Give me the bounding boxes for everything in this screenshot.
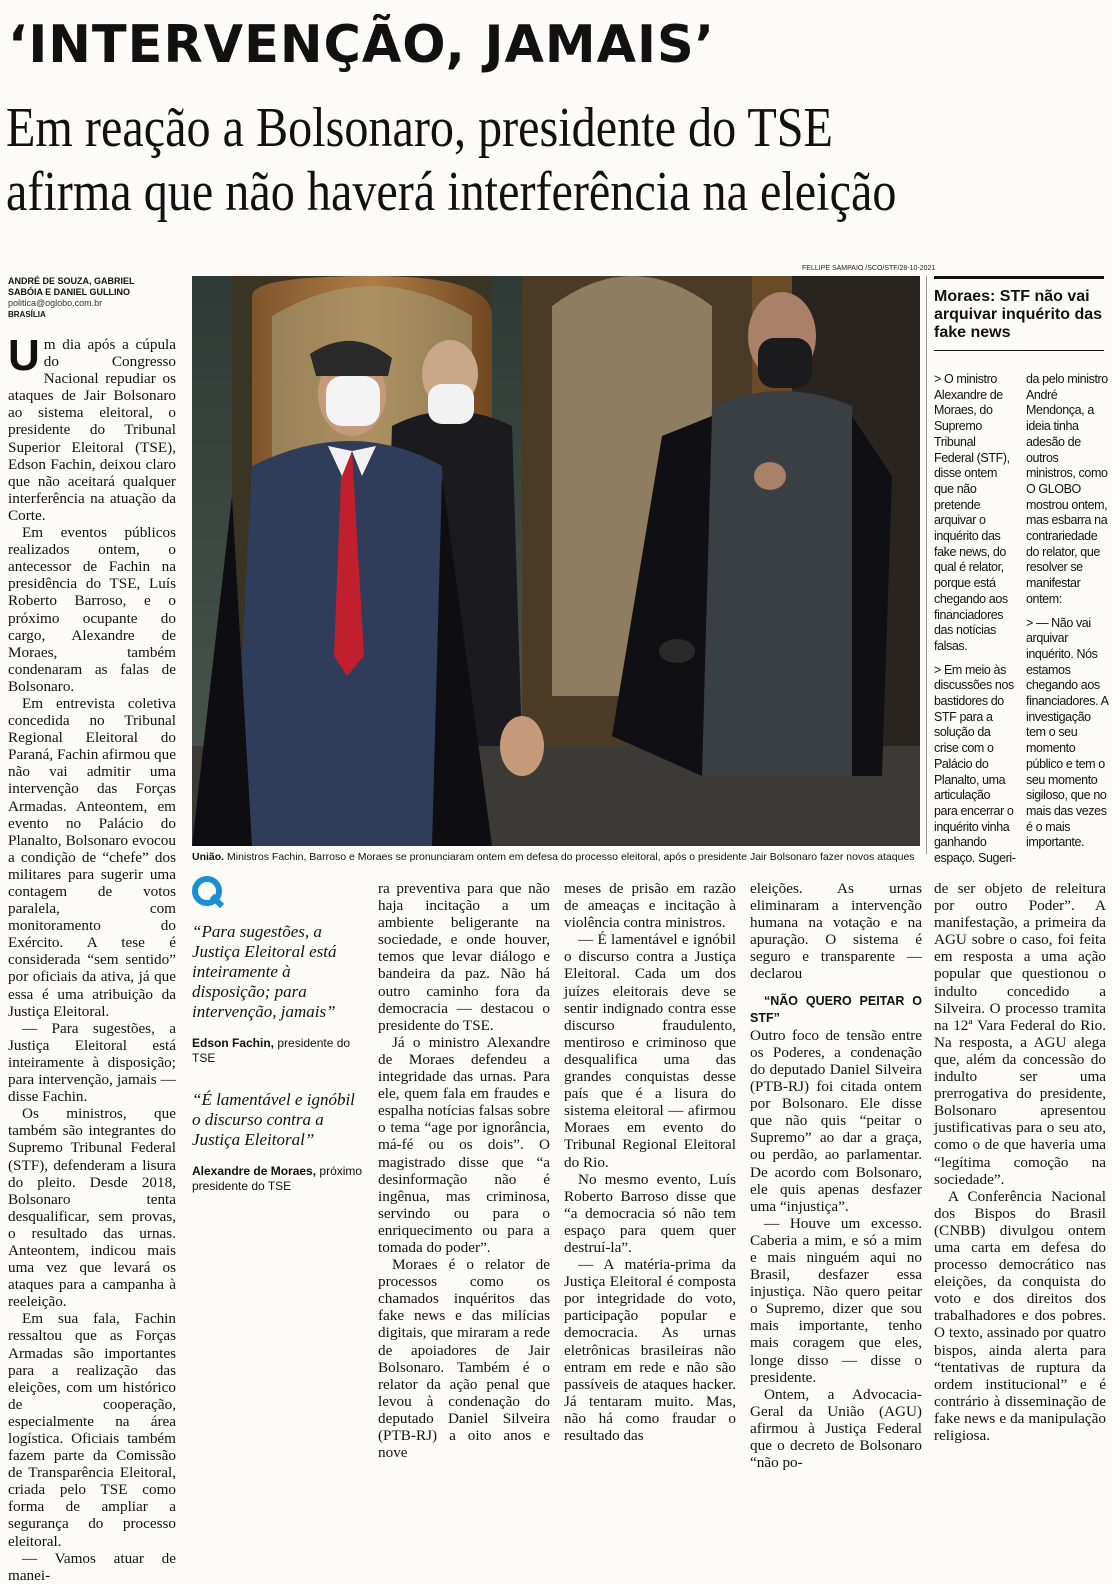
sidebar-column-1 bbox=[934, 372, 1016, 875]
quote-role: presidente do TSE bbox=[192, 1036, 351, 1065]
subheadline-line-1: Em reação a Bolsonaro, presidente do TSE bbox=[6, 97, 833, 159]
quote-role: próximo presidente do TSE bbox=[192, 1164, 363, 1193]
byline-email[interactable]: politica@oglobo.com.br bbox=[8, 298, 103, 308]
caption-label: União. bbox=[192, 851, 225, 863]
inline-subhead: “NÃO QUERO PEITAR O STF” bbox=[750, 993, 922, 1025]
article-paragraph: — A matéria-prima da Justiça Eleitoral é composta por integridade do voto, participação popular e democracia. As urnas eletrônicas brasileiras não entram em rede e não são passíveis de ataques hacker. Já tentaram muito. Mas, não há como fraudar o resultado das bbox=[564, 1256, 736, 1444]
article-paragraph: ra preventiva para que não haja incitação a um ambiente beligerante na sociedade, e onde houver, temos que levar diálogo e bandeira da paz. Não há outro caminho fora da democracia — destacou o presidente do TSE. bbox=[378, 880, 550, 1034]
quote-author: Alexandre de Moraes, bbox=[192, 1164, 317, 1178]
pull-quote-1: “Para sugestões, a Justiça Eleitoral está inteiramente à disposição; para intervenção, jamais” bbox=[192, 922, 337, 1021]
article-paragraph: Outro foco de tensão entre os Poderes, a condenação do deputado Daniel Silveira (PTB-RJ) foi citada ontem por Bolsonaro. Ele disse que não quis “peitar o Supremo” ao dar a graça, ou perdão, ao parlamentar. De acordo com Bolsonaro, ele quis apenas desfazer uma “injustiça”. bbox=[750, 1026, 922, 1215]
article-paragraph: eleições. As urnas eliminaram a intervenção humana na votação e na apuração. O sistema é seguro e transparente — declarou bbox=[750, 880, 922, 983]
byline-authors-1: ANDRÉ DE SOUZA, GABRIEL bbox=[8, 276, 135, 286]
byline bbox=[8, 276, 188, 320]
article-lede bbox=[8, 331, 176, 524]
sidebar-title: Moraes: STF não vai arquivar inquérito das fake news bbox=[934, 288, 1103, 341]
article-paragraph: Em sua fala, Fachin ressaltou que as Forças Armadas são importantes para a realização das eleições, com um histórico de cooperação, especialmente na área logística. Oficiais também fazem parte da Comissão de Transparência Eleitoral, criada pelo TSE como forma de ampliar a segurança do processo eleitoral. bbox=[8, 1310, 176, 1550]
photo-illustration bbox=[192, 276, 920, 846]
subheadline bbox=[6, 96, 952, 224]
sidebar-column-2 bbox=[1026, 372, 1108, 859]
article-paragraph: Moraes é o relator de processos como os chamados inquéritos das fake news e das milícias digitais, que miraram a rede de apoiadores de Jair Bolsonaro. Também é o relator da ação penal que levou à condenação do deputado Daniel Silveira (PTB-RJ) a oito anos e nove bbox=[378, 1256, 550, 1462]
article-paragraph: — Para sugestões, a Justiça Eleitoral está inteiramente à disposição; para intervenção, jamais — disse Fachin. bbox=[8, 1019, 176, 1106]
byline-authors-2: SABÓIA E DANIEL GULLINO bbox=[8, 287, 131, 297]
pull-quote-2-attribution bbox=[192, 1164, 366, 1194]
article-paragraph: — É lamentável e ignóbil o discurso contra a Justiça Eleitoral. Cada um dos juízes eleitorais deve se sentir indignado contra esse discurso fraudulento, mentiroso e criminoso que desqualifica uma das grandes conquistas desse país que é a lisura do sistema eleitoral — afirmou Moraes em evento do Tribunal Regional Eleitoral do Rio. bbox=[564, 931, 736, 1171]
article-paragraph: Já o ministro Alexandre de Moraes defendeu a integridade das urnas. Para ele, quem fala em fraudes e espalha notícias falsas sobre o tema “age por ignorância, má-fé ou os dois”. O magistrado disse que “a desinformação não é ingênua, mas criminosa, servindo ou para o enriquecimento ou para a tomada do poder”. bbox=[378, 1033, 550, 1256]
byline-city: BRASÍLIA bbox=[8, 310, 46, 319]
sidebar-paragraph: > O ministro Alexandre de Moraes, do Supremo Tribunal Federal (STF), disse ontem que não pretende arquivar o inquérito das fake news, do qual é relator, porque está chegando aos financiadores das notícias falsas. bbox=[934, 372, 1010, 653]
kicker-headline: ‘INTERVENÇÃO, JAMAIS’ bbox=[8, 15, 715, 75]
drop-cap: U bbox=[8, 331, 40, 380]
sidebar-paragraph: da pelo ministro André Mendonça, a ideia tinha adesão de outros ministros, como O GLOBO mostrou ontem, mas esbarra na contrariedade do relator, que resolver se manifestar ontem: bbox=[1026, 372, 1108, 606]
quote-q-icon bbox=[192, 876, 224, 908]
sidebar-paragraph: > Em meio às discussões nos bastidores do STF para a solução da crise com o Palácio do Planalto, uma articulação para encerrar o inquérito vinha ganhando espaço. Sugeri- bbox=[934, 662, 1016, 866]
pull-quote-box bbox=[192, 876, 366, 1194]
sidebar-rule-mid bbox=[934, 350, 1104, 351]
caption-text: Ministros Fachin, Barroso e Moraes se pronunciaram ontem em defesa do processo eleitoral, após o presidente Jair Bolsonaro fazer novos ataques bbox=[224, 851, 915, 863]
sidebar-paragraph: > — Não vai arquivar inquérito. Nós estamos chegando aos financiadores. A investigação tem o seu momento público e tem o seu momento sigiloso, que no mais das vezes é o mais importante. bbox=[1026, 615, 1108, 850]
article-column-3 bbox=[564, 880, 736, 1444]
article-paragraph: No mesmo evento, Luís Roberto Barroso disse que “a democracia só não tem espaço para quem quer destruí-la”. bbox=[564, 1170, 736, 1256]
article-paragraph: — Houve um excesso. Caberia a mim, e só a mim e mais ninguém aqui no Brasil, desfazer essa injustiça. Não quero peitar o Supremo, dizer que sou mais importante, tenho mais coragem que eles, longe disso — disse o presidente. bbox=[750, 1214, 922, 1386]
sidebar-rule-left bbox=[926, 276, 927, 854]
pull-quote-2: “É lamentável e ignóbil o discurso contra a Justiça Eleitoral” bbox=[192, 1090, 355, 1149]
photo-caption bbox=[192, 850, 920, 864]
article-paragraph: Ontem, a Advocacia-Geral da União (AGU) afirmou à Justiça Federal que o decreto de Bolsonaro “não po- bbox=[750, 1385, 922, 1472]
article-column-1 bbox=[8, 331, 176, 1584]
sidebar-rule-top bbox=[934, 276, 1104, 279]
article-column-4 bbox=[750, 880, 922, 1471]
article-paragraph: — Vamos atuar de manei- bbox=[8, 1549, 176, 1584]
article-column-5 bbox=[934, 880, 1106, 1444]
photo-credit: FELLIPE SAMPAIO /SCO/STF/28-10-2021 bbox=[802, 265, 936, 272]
article-paragraph: meses de prisão em razão de ameaças e incitação à violência contra ministros. bbox=[564, 880, 736, 932]
news-photo bbox=[192, 276, 920, 846]
subheadline-line-2: afirma que não haverá interferência na eleição bbox=[6, 161, 897, 223]
article-column-2 bbox=[378, 880, 550, 1461]
quote-author: Edson Fachin, bbox=[192, 1036, 275, 1050]
article-paragraph: de ser objeto de releitura por outro Poder”. A manifestação, a primeira da AGU sobre o caso, foi feita em resposta a uma ação popular que questionou o indulto concedido a Silveira. O processo tramita na 12ª Vara Federal do Rio. Na resposta, a AGU alega que, além da concessão do indulto ser uma prerrogativa do presidente, Bolsonaro apresentou justificativas para o seu ato, como o de que haveria uma “legítima comoção na sociedade”. bbox=[934, 880, 1106, 1188]
article-paragraph: Em entrevista coletiva concedida no Tribunal Regional Eleitoral do Paraná, Fachin afirmou que não vai admitir uma intervenção das Forças Armadas. Anteontem, em evento no Palácio do Planalto, Bolsonaro evocou a condição de “chefe” dos militares para sugerir uma contagem de votos paralela, com monitoramento do Exército. A tese é considerada “sem sentido” por oficiais da ativa, já que essa é uma atribuição da Justiça Eleitoral. bbox=[8, 694, 176, 1020]
lede-text: m dia após a cúpula do Congresso Nacional repudiar os ataques de Jair Bolsonaro ao sistema eleitoral, o presidente do Tribunal Superior Eleitoral (TSE), Edson Fachin, deixou claro que não aceitará qualquer interferência na atuação da Corte. bbox=[8, 336, 176, 524]
pull-quote-1-attribution bbox=[192, 1036, 366, 1066]
article-paragraph: Em eventos públicos realizados ontem, o antecessor de Fachin na presidência do TSE, Luís Roberto Barroso, e o próximo ocupante do cargo, Alexandre de Moraes, também condenaram as falas de Bolsonaro. bbox=[8, 524, 176, 695]
article-paragraph: Os ministros, que também são integrantes do Supremo Tribunal Federal (STF), defenderam a lisura do pleito. Desde 2018, Bolsonaro tenta desqualificar, sem provas, o resultado das urnas. Anteontem, indicou mais uma vez que levará os ataques para a campanha à reeleição. bbox=[8, 1105, 176, 1311]
article-paragraph: A Conferência Nacional dos Bispos do Brasil (CNBB) divulgou ontem uma carta em defesa do processo democrático nas eleições, da conquista do voto e dos direitos dos trabalhadores e dos pobres. O texto, assinado por quatro bispos, ainda alerta para “tentativas de ruptura da ordem institucional” e é contrário à disseminação de fake news e da manipulação religiosa. bbox=[934, 1187, 1106, 1444]
